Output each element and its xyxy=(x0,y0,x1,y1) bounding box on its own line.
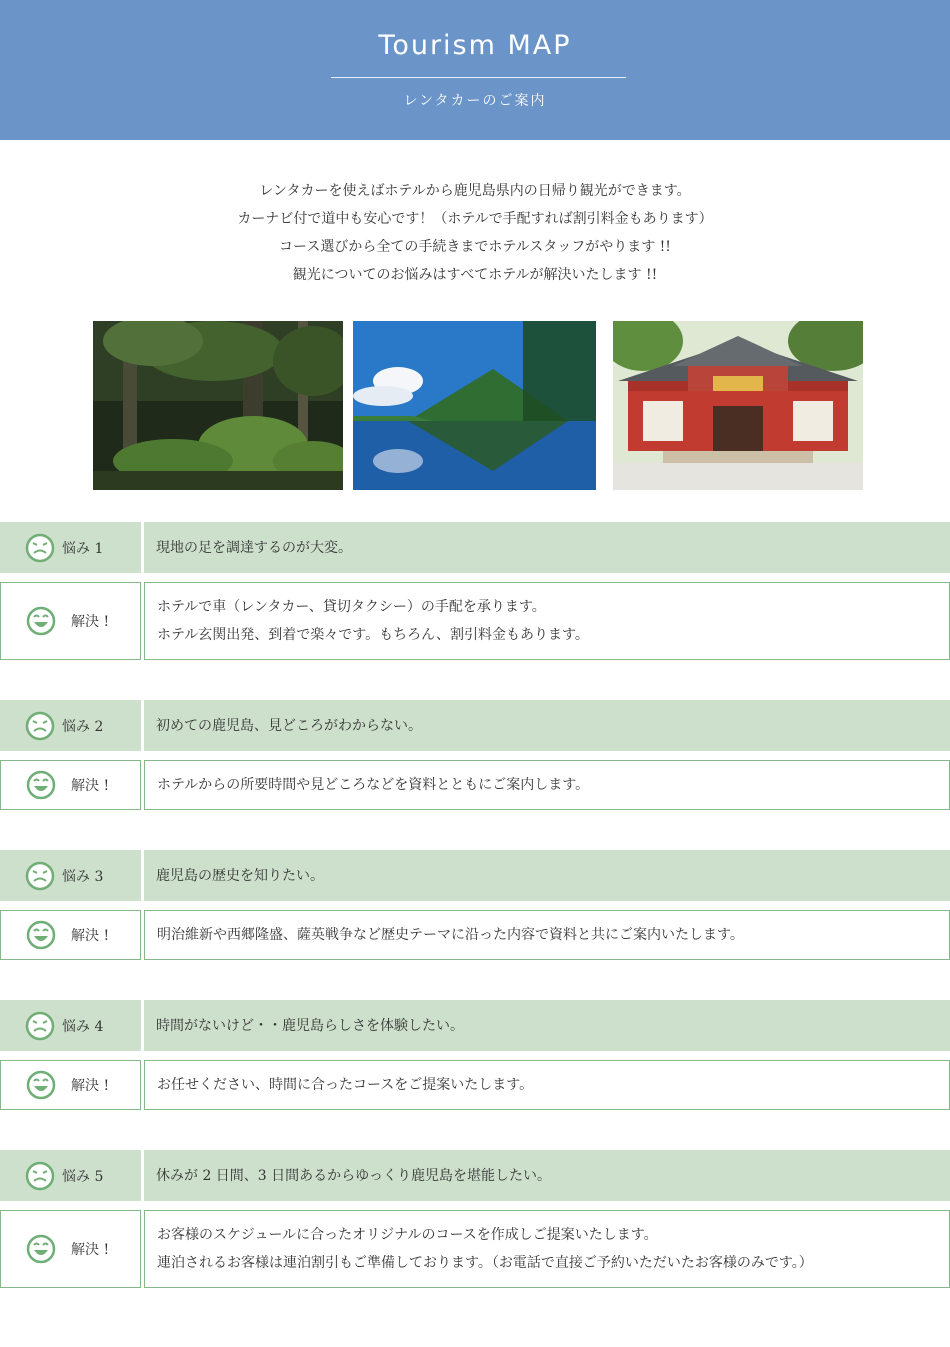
intro-line: カーナビ付で道中も安心です！（ホテルで手配すれば割引料金もあります） xyxy=(237,211,713,227)
solution-text-line: お客様のスケジュールに合ったオリジナルのコースを作成しご提案いたします。 xyxy=(157,1227,658,1243)
problem-label-cell xyxy=(0,700,141,751)
intro-line: 観光についてのお悩みはすべてホテルが解決いたします !! xyxy=(292,267,658,283)
solution-text xyxy=(144,760,950,810)
problem-label: 悩み 4 xyxy=(62,1018,104,1035)
solution-text-line: 明治維新や西郷隆盛、薩英戦争など歴史テーマに沿った内容で資料と共にご案内いたします。 xyxy=(157,927,744,943)
problem-label: 悩み 3 xyxy=(62,868,104,885)
solution-text xyxy=(144,1210,950,1288)
intro-line: コース選びから全ての手続きまでホテルスタッフがやります !! xyxy=(279,239,671,255)
page-header xyxy=(0,0,950,140)
solution-row-4 xyxy=(0,1060,950,1110)
solution-text xyxy=(144,910,950,960)
problem-row-3 xyxy=(0,850,950,901)
intro-text xyxy=(0,177,950,289)
solution-text-line: 連泊されるお客様は連泊割引もご準備しております。（お電話で直接ご予約いただいたお客様のみです。） xyxy=(157,1255,813,1271)
troubled-face-icon xyxy=(25,711,55,741)
problem-label-cell xyxy=(0,850,141,901)
solution-label-cell xyxy=(0,582,141,660)
problem-text-line: 時間がないけど・・鹿児島らしさを体験したい。 xyxy=(156,1017,464,1034)
solution-row-3 xyxy=(0,910,950,960)
problem-row-1 xyxy=(0,522,950,573)
problem-text-line: 休みが 2 日間、3 日間あるからゆっくり鹿児島を堪能したい。 xyxy=(156,1167,552,1184)
solution-text xyxy=(144,1060,950,1110)
solution-label: 解決 ! xyxy=(71,928,110,944)
page-subtitle: レンタカーのご案内 xyxy=(403,93,547,109)
troubled-face-icon xyxy=(25,1011,55,1041)
problem-label: 悩み 5 xyxy=(62,1168,104,1185)
smiling-face-icon xyxy=(26,920,56,950)
smiling-face-icon xyxy=(26,1234,56,1264)
solution-label: 解決 ! xyxy=(71,1242,110,1258)
problem-label-cell xyxy=(0,1150,141,1201)
smiling-face-icon xyxy=(26,606,56,636)
problem-row-5 xyxy=(0,1150,950,1201)
shrine-photo xyxy=(613,321,863,490)
solution-text-line: ホテルで車（レンタカー、貸切タクシー）の手配を承ります。 xyxy=(157,599,546,615)
solution-label: 解決 ! xyxy=(71,778,110,794)
problem-text xyxy=(144,522,950,573)
solution-label-cell xyxy=(0,760,141,810)
solution-row-5 xyxy=(0,1210,950,1288)
problem-row-4 xyxy=(0,1000,950,1051)
solution-label-cell xyxy=(0,1060,141,1110)
solution-label-cell xyxy=(0,1210,141,1288)
problem-text xyxy=(144,1000,950,1051)
problem-label: 悩み 2 xyxy=(62,718,104,735)
problem-label-cell xyxy=(0,522,141,573)
problem-text xyxy=(144,1150,950,1201)
page-title: Tourism MAP xyxy=(378,30,572,61)
solution-label: 解決 ! xyxy=(71,614,110,630)
problem-row-2 xyxy=(0,700,950,751)
problem-label: 悩み 1 xyxy=(62,540,104,557)
solution-text-line: ホテル玄関出発、到着で楽々です。もちろん、割引料金もあります。 xyxy=(157,627,589,643)
solution-label: 解決 ! xyxy=(71,1078,110,1094)
solution-text xyxy=(144,582,950,660)
problem-text xyxy=(144,700,950,751)
troubled-face-icon xyxy=(25,533,55,563)
intro-line: レンタカーを使えばホテルから鹿児島県内の日帰り観光ができます。 xyxy=(259,183,691,199)
title-divider xyxy=(331,77,626,78)
problem-label-cell xyxy=(0,1000,141,1051)
problem-text-line: 鹿児島の歴史を知りたい。 xyxy=(156,867,324,884)
smiling-face-icon xyxy=(26,1070,56,1100)
solution-row-2 xyxy=(0,760,950,810)
problem-text xyxy=(144,850,950,901)
problem-text-line: 現地の足を調達するのが大変。 xyxy=(156,539,352,556)
troubled-face-icon xyxy=(25,861,55,891)
solution-text-line: ホテルからの所要時間や見どころなどを資料とともにご案内します。 xyxy=(157,777,590,793)
solution-row-1 xyxy=(0,582,950,660)
solution-label-cell xyxy=(0,910,141,960)
forest-photo xyxy=(93,321,343,490)
mountain-lake-photo xyxy=(353,321,596,490)
problem-text-line: 初めての鹿児島、見どころがわからない。 xyxy=(156,717,422,734)
smiling-face-icon xyxy=(26,770,56,800)
solution-text-line: お任せください、時間に合ったコースをご提案いたします。 xyxy=(157,1077,534,1093)
troubled-face-icon xyxy=(25,1161,55,1191)
